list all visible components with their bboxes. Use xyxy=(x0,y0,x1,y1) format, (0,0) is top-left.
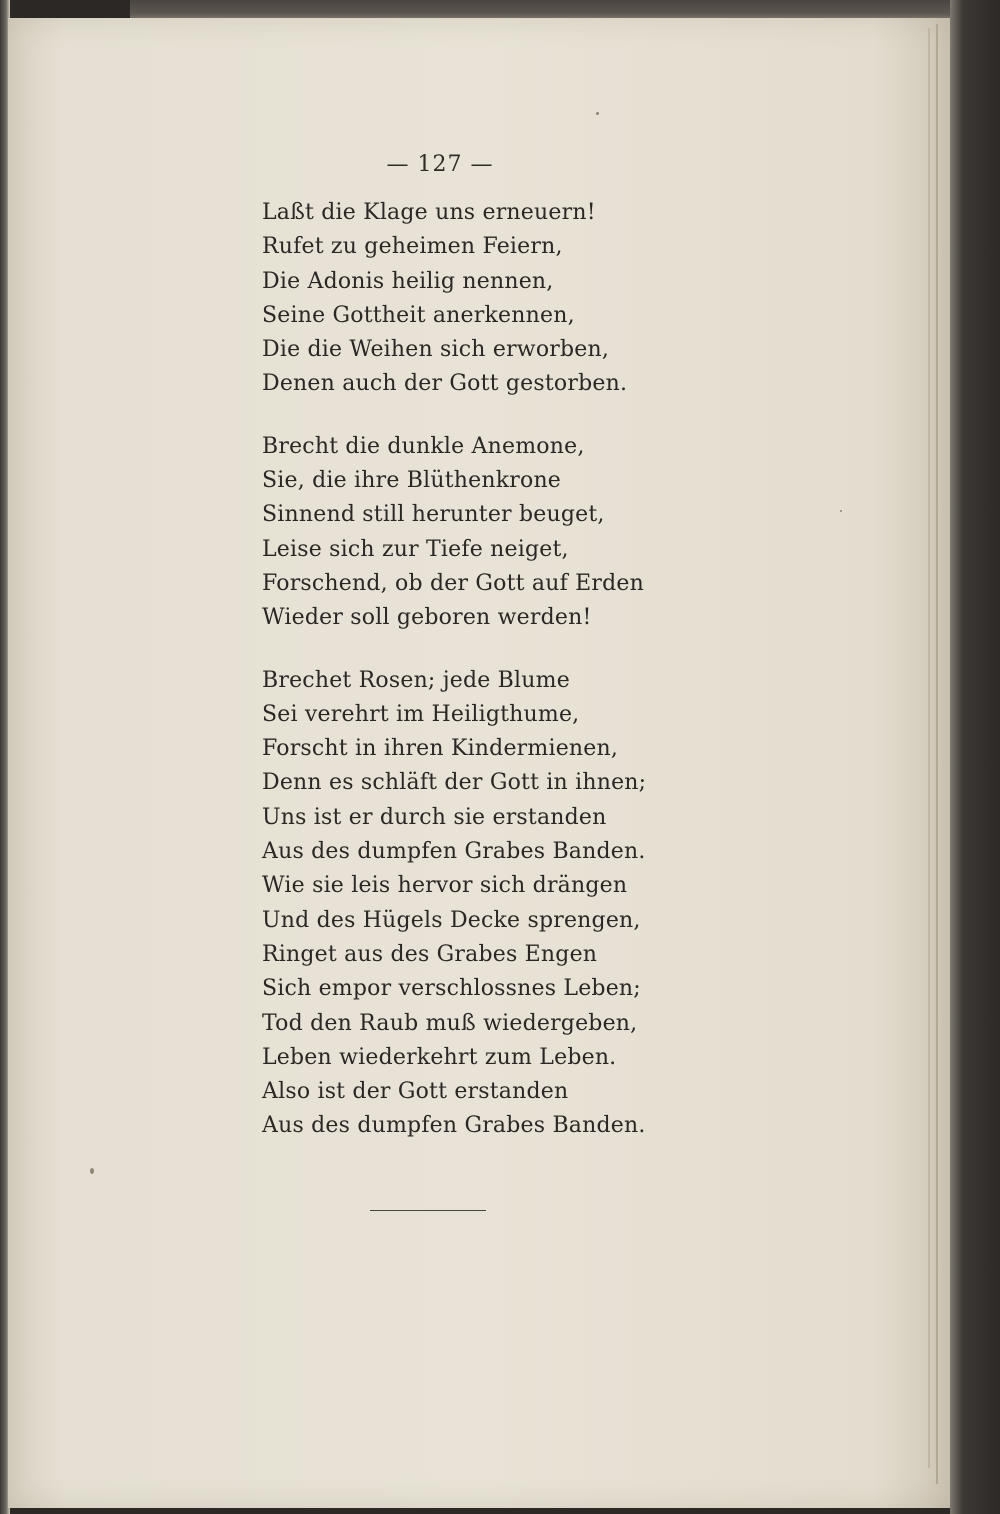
poem-line: Laßt die Klage uns erneuern! xyxy=(262,200,596,225)
stanza xyxy=(262,664,647,1144)
poem-line: Brecht die dunkle Anemone, xyxy=(262,433,585,459)
poem-line: Denn es schläft der Gott in ihnen; xyxy=(262,770,647,796)
poem-line: Forscht in ihren Kindermienen, xyxy=(262,736,619,762)
page-edge-line xyxy=(936,24,938,1484)
poem-line: Die die Weihen sich erworben, xyxy=(262,337,610,363)
poem-line: Tod den Raub muß wiedergeben, xyxy=(262,1010,638,1036)
poem-line: Die Adonis heilig nennen, xyxy=(262,268,554,294)
poem-line: Und des Hügels Decke sprengen, xyxy=(262,907,641,933)
closing-rule xyxy=(370,1210,486,1211)
page-edge-line xyxy=(928,28,930,1468)
poem-line: Seine Gottheit anerkennen, xyxy=(262,302,575,328)
poem-line: Uns ist er durch sie erstanden xyxy=(262,804,607,830)
poem-line: Leise sich zur Tiefe neiget, xyxy=(262,536,569,562)
poem-line: Ringet aus des Grabes Engen xyxy=(262,941,598,967)
poem-line: Rufet zu geheimen Feiern, xyxy=(262,234,563,260)
poem-line: Also ist der Gott erstanden xyxy=(262,1079,569,1105)
stanza xyxy=(262,430,642,636)
poem-line: Sinnend still herunter beuget, xyxy=(262,502,605,528)
poem-line: Sie, die ihre Blüthenkrone xyxy=(262,468,562,494)
poem-line: Aus des dumpfen Grabes Banden. xyxy=(262,839,646,865)
poem-line: Denen auch der Gott gestorben. xyxy=(262,371,628,397)
poem-line: Wieder soll geboren werden! xyxy=(262,605,592,631)
poem-line: Sei verehrt im Heiligthume, xyxy=(262,701,580,727)
page-number: — 127 — xyxy=(386,152,494,177)
poem-line: Aus des dumpfen Grabes Banden. xyxy=(262,1113,646,1139)
paper-speck xyxy=(840,510,842,512)
poem-line: Leben wiederkehrt zum Leben. xyxy=(262,1044,617,1070)
stanza xyxy=(262,196,642,402)
poem-line: Brechet Rosen; jede Blume xyxy=(262,667,570,693)
poem-line: Forschend, ob der Gott auf Erden xyxy=(262,570,644,596)
poem-text xyxy=(262,196,647,1172)
paper-speck xyxy=(90,1168,94,1174)
right-book-cover xyxy=(950,0,1000,1514)
poem-line: Wie sie leis hervor sich drängen xyxy=(262,873,628,899)
paper-speck xyxy=(596,112,599,115)
poem-line: Sich empor verschlossnes Leben; xyxy=(262,976,641,1002)
